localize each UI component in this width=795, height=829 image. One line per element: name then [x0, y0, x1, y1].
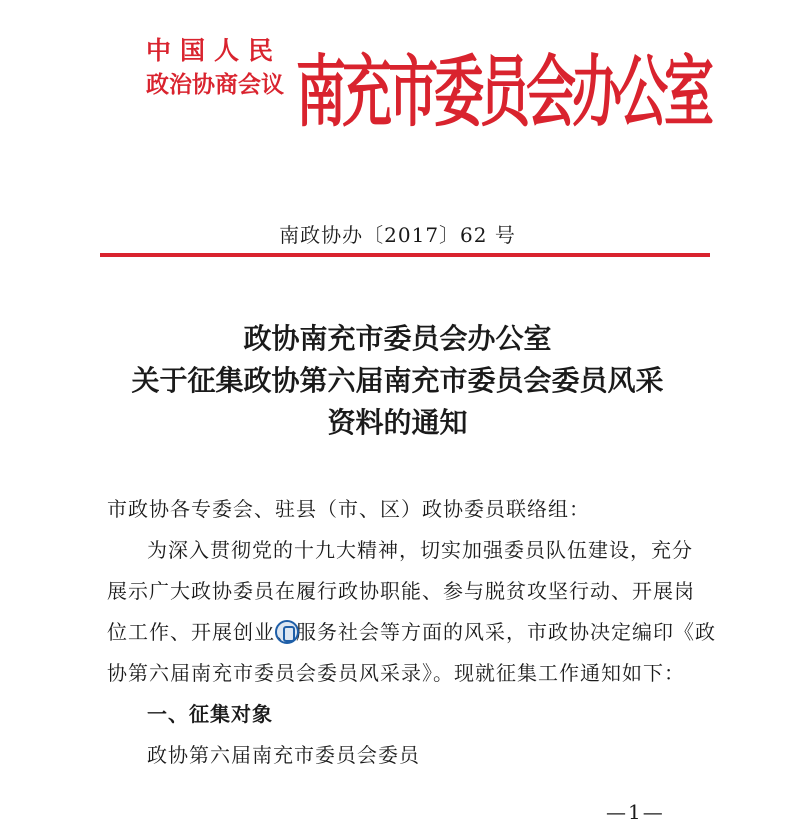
paragraph-line: 展示广大政协委员在履行政协职能、参与脱贫攻坚行动、开展岗: [107, 579, 695, 603]
header-office-name: 南充市委员会办公室: [296, 47, 710, 137]
header-left-line2: 政治协商会议: [146, 72, 284, 98]
paragraph-line: 为深入贯彻党的十九大精神，切实加强委员队伍建设，充分: [147, 538, 693, 562]
header-left-line1: 中国人民: [146, 36, 283, 65]
paragraph-line: 协第六届南充市委员会委员风采录》。现就征集工作通知如下：: [107, 661, 685, 685]
document-number: 南政协办〔2017〕62 号: [279, 223, 516, 247]
paragraph-line: 位工作、开展创业、服务社会等方面的风采，市政协决定编印《政: [107, 620, 716, 644]
section-text: 政协第六届南充市委员会委员: [147, 743, 420, 767]
header-left-block: [146, 34, 296, 102]
document-body: [107, 489, 727, 776]
document-title: [0, 318, 795, 444]
salutation: 市政协各专委会、驻县（市、区）政协委员联络组：: [107, 497, 590, 521]
section-heading: 一、征集对象: [147, 702, 273, 726]
watermark-seal-icon: [275, 620, 299, 644]
page-number: —1—: [606, 800, 665, 824]
red-divider-line: [100, 253, 710, 257]
title-line1: 政协南充市委员会办公室: [243, 322, 552, 355]
title-line3: 资料的通知: [327, 406, 468, 439]
title-line2: 关于征集政协第六届南充市委员会委员风采: [131, 364, 664, 397]
